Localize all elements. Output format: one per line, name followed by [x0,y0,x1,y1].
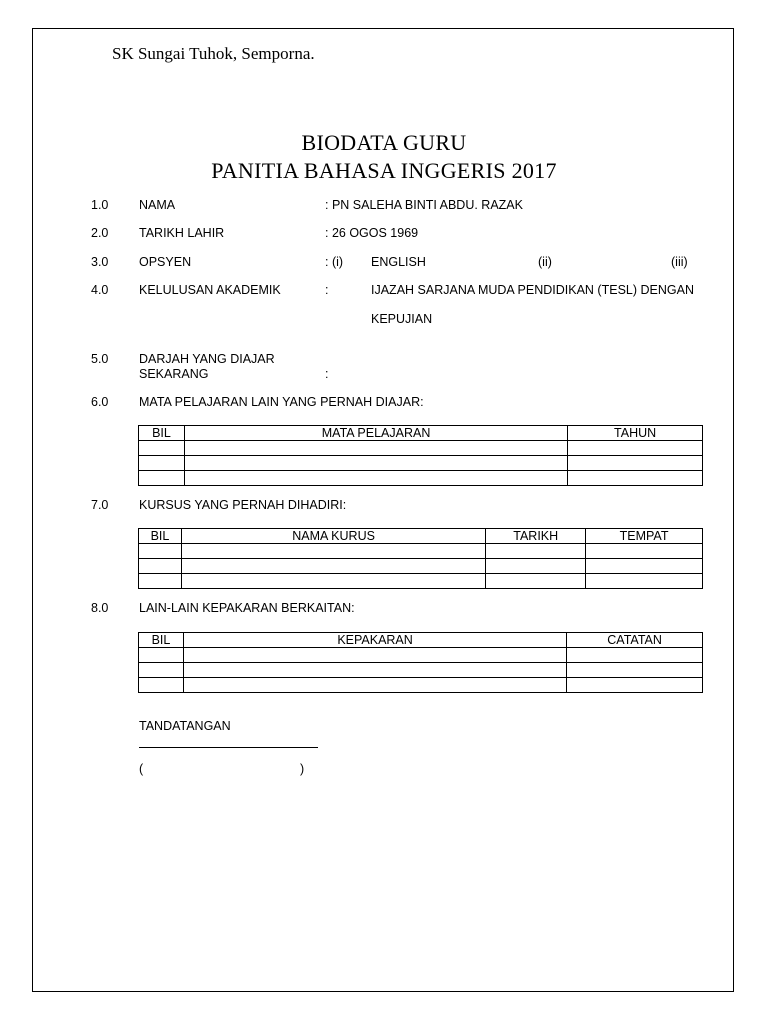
signature-name-close-paren: ) [300,762,305,776]
field-number: 8.0 [91,601,109,615]
name-label: NAMA [139,198,176,212]
table-cell[interactable] [139,559,182,574]
table-cell[interactable] [139,678,184,693]
expertise-table [138,632,703,693]
table-header: BIL [139,426,185,441]
option-ii-marker: (ii) [538,255,552,269]
table-cell[interactable] [184,456,567,471]
table-row [139,441,703,456]
table-cell[interactable] [139,663,184,678]
field-number: 6.0 [91,395,109,409]
table-cell[interactable] [183,678,566,693]
table-cell[interactable] [568,471,703,486]
table-cell[interactable] [181,544,485,559]
option-i-value: ENGLISH [371,255,426,269]
table-cell[interactable] [183,663,566,678]
table-header-row [139,426,703,441]
table-row [139,678,703,693]
birthdate-value: : 26 OGOS 1969 [325,226,419,240]
qualification-value-line2: KEPUJIAN [371,312,433,326]
table-header: BIL [139,529,182,544]
table-header: TAHUN [568,426,703,441]
option-i-marker: : (i) [325,255,344,269]
table-cell[interactable] [486,574,586,589]
table-row [139,471,703,486]
table-row [139,544,703,559]
option-iii-marker: (iii) [671,255,688,269]
table-row [139,648,703,663]
option-label: OPSYEN [139,255,192,269]
table-cell[interactable] [139,574,182,589]
field-number: 2.0 [91,226,109,240]
qualification-label: KELULUSAN AKADEMIK [139,283,281,297]
school-name: SK Sungai Tuhok, Semporna. [112,44,315,63]
table-cell[interactable] [139,648,184,663]
class-taught-colon: : [325,367,329,381]
qualification-value-line1: IJAZAH SARJANA MUDA PENDIDIKAN (TESL) DENGAN [371,283,694,297]
table-cell[interactable] [568,441,703,456]
signature-line[interactable] [139,747,318,748]
form-subtitle: PANITIA BAHASA INGGERIS 2017 [211,158,557,183]
form-title: BIODATA GURU [301,130,467,155]
field-number: 7.0 [91,498,109,512]
table-row [139,456,703,471]
table-cell[interactable] [184,471,567,486]
table-cell[interactable] [586,574,703,589]
table-header: MATA PELAJARAN [184,426,567,441]
table-header: TARIKH [486,529,586,544]
table-cell[interactable] [486,559,586,574]
field-number: 1.0 [91,198,109,212]
table-cell[interactable] [567,678,703,693]
signature-name-open-paren: ( [139,762,144,776]
table-header: CATATAN [567,633,703,648]
courses-label: KURSUS YANG PERNAH DIHADIRI: [139,498,347,512]
table-header: KEPAKARAN [183,633,566,648]
class-taught-label-line2: SEKARANG [139,367,209,381]
name-value: : PN SALEHA BINTI ABDU. RAZAK [325,198,523,212]
table-cell[interactable] [567,648,703,663]
table-cell[interactable] [567,663,703,678]
courses-table [138,528,703,589]
table-header-row [139,529,703,544]
table-header: BIL [139,633,184,648]
table-cell[interactable] [586,559,703,574]
table-header-row [139,633,703,648]
table-cell[interactable] [139,456,185,471]
table-row [139,559,703,574]
table-cell[interactable] [183,648,566,663]
table-cell[interactable] [139,471,185,486]
subjects-table [138,425,703,486]
table-header: TEMPAT [586,529,703,544]
field-number: 3.0 [91,255,109,269]
qualification-colon: : [325,283,329,297]
table-header: NAMA KURUS [181,529,485,544]
table-cell[interactable] [181,574,485,589]
table-cell[interactable] [486,544,586,559]
subjects-taught-label: MATA PELAJARAN LAIN YANG PERNAH DIAJAR: [139,395,424,409]
field-number: 4.0 [91,283,109,297]
table-cell[interactable] [181,559,485,574]
class-taught-label-line1: DARJAH YANG DIAJAR [139,352,275,366]
field-number: 5.0 [91,352,109,366]
table-row [139,663,703,678]
signature-label: TANDATANGAN [139,719,231,733]
expertise-label: LAIN-LAIN KEPAKARAN BERKAITAN: [139,601,355,615]
table-cell[interactable] [586,544,703,559]
table-cell[interactable] [184,441,567,456]
table-row [139,574,703,589]
birthdate-label: TARIKH LAHIR [139,226,225,240]
table-cell[interactable] [139,544,182,559]
table-cell[interactable] [568,456,703,471]
table-cell[interactable] [139,441,185,456]
